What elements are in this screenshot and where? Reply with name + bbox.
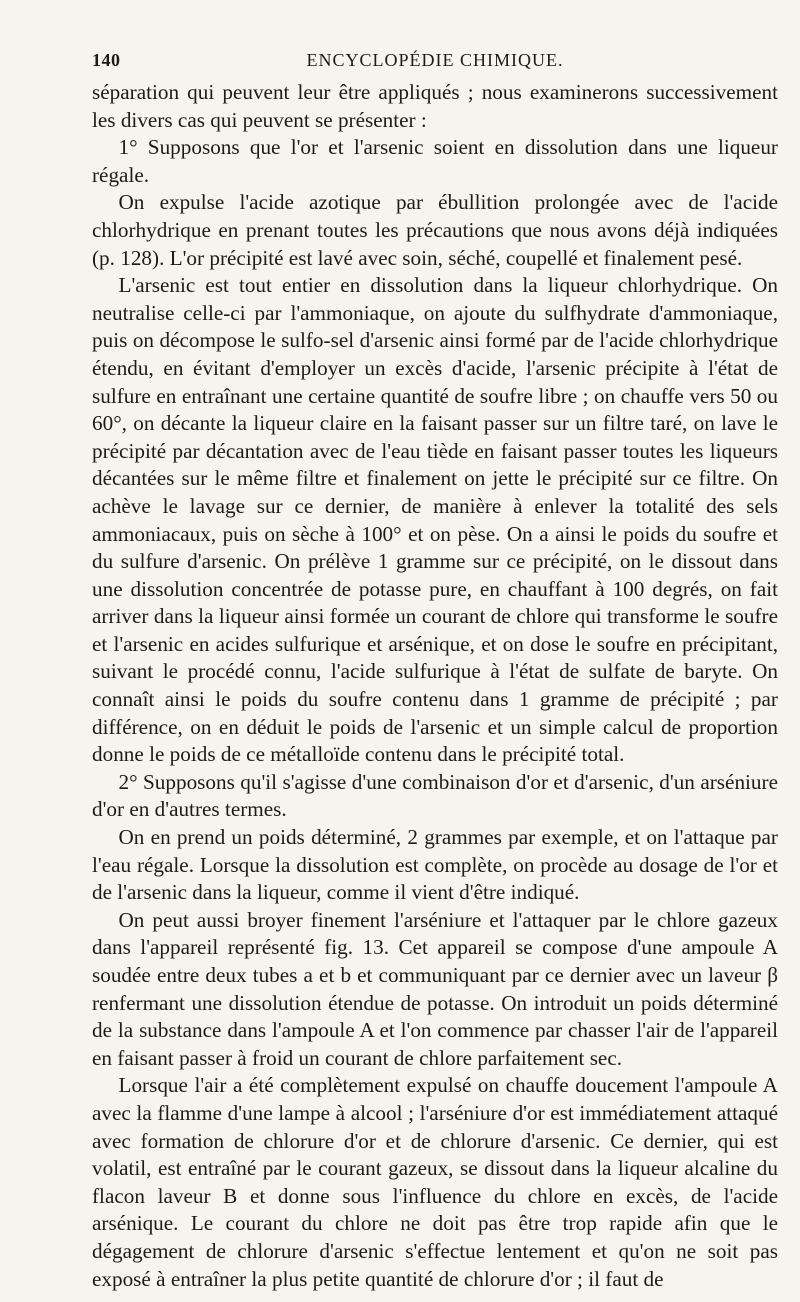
page-number: 140: [92, 50, 121, 70]
paragraph-arsenic-dosage: L'arsenic est tout entier en dissolution dans la liqueur chlorhydrique. On neutralise celle-ci par l'ammoniaque, on ajoute du sulfhydrate d'ammoniaque, puis on décompose le sulfo-sel d'arsenic ainsi formé par de l'acide chlorhydrique étendu, en évitant d'employer un excès d'acide, l'arsenic précipite à l'état de sulfure en entraînant une certaine quantité de soufre libre ; on chauffe vers 50 ou 60°, on décante la liqueur claire en la faisant passer sur un filtre taré, on lave le précipité par décantation avec de l'eau tiède en faisant passer toutes les liqueurs décantées sur le même filtre et finalement on jette le précipité sur ce filtre. On achève le lavage sur ce dernier, de manière à enlever la totalité des sels ammoniacaux, puis on sèche à 100° et on pèse. On a ainsi le poids du soufre et du sulfure d'arsenic. On prélève 1 gramme sur ce précipité, on le dissout dans une dissolution concentrée de potasse pure, en chauffant à 100 degrés, on fait arriver dans la liqueur ainsi formée un courant de chlore qui transforme le soufre et l'arsenic en acides sulfurique et arsénique, et on dose le soufre en précipitant, suivant le procédé connu, l'acide sulfurique à l'état de sulfate de baryte. On connaît ainsi le poids du soufre contenu dans 1 gramme de précipité ; par différence, on en déduit le poids de l'arsenic et un simple calcul de proportion donne le poids de ce métalloïde contenu dans le précipité total.: [92, 273, 778, 767]
page-header: [92, 50, 778, 72]
body-text: [92, 79, 778, 1293]
paragraph-chlorine-apparatus: On peut aussi broyer finement l'arséniure et l'attaquer par le chlore gazeux dans l'appareil représenté fig. 13. Cet appareil se compose d'une ampoule A soudée entre deux tubes a et b et communiquant par ce dernier avec un laveur β renfermant une dissolution étendue de potasse. On introduit un poids déterminé de la substance dans l'ampoule A et l'on commence par chasser l'air de l'appareil en faisant passer à froid un courant de chlore parfaitement sec.: [92, 907, 778, 1070]
paragraph-aqua-regia-attack: On en prend un poids déterminé, 2 grammes par exemple, et on l'attaque par l'eau régale. Lorsque la dissolution est complète, on procède au dosage de l'or et de l'arsenic dans la liqueur, comme il vient d'être indiqué.: [92, 825, 778, 905]
paragraph-case-2: 2° Supposons qu'il s'agisse d'une combinaison d'or et d'arsenic, d'un arséniure d'or en d'autres termes.: [92, 769, 778, 822]
paragraph-gold-separation: On expulse l'acide azotique par ébullition prolongée avec de l'acide chlorhydrique en prenant toutes les précautions que nous avons déjà indiquées (p. 128). L'or précipité est lavé avec soin, séché, coupellé et finalement pesé.: [92, 190, 778, 270]
paragraph-continuation: séparation qui peuvent leur être appliqués ; nous examinerons successivement les divers cas qui peuvent se présenter :: [92, 80, 778, 132]
paragraph-heating: Lorsque l'air a été complètement expulsé on chauffe doucement l'ampoule A avec la flamme d'une lampe à alcool ; l'arséniure d'or est immédiatement attaqué avec formation de chlorure d'or et de chlorure d'arsenic. Ce dernier, qui est volatil, est entraîné par le courant gazeux, se dissout dans la liqueur alcaline du flacon laveur B et donne sous l'influence du chlore en excès, de l'acide arsénique. Le courant du chlore ne doit pas être trop rapide afin que le dégagement de chlorure d'arsenic s'effectue lentement et qu'on ne soit pas exposé à entraîner la plus petite quantité de chlorure d'or ; il faut de: [92, 1073, 778, 1291]
running-title: ENCYCLOPÉDIE CHIMIQUE.: [306, 50, 564, 70]
paragraph-case-1: 1° Supposons que l'or et l'arsenic soient en dissolution dans une liqueur régale.: [92, 135, 778, 187]
